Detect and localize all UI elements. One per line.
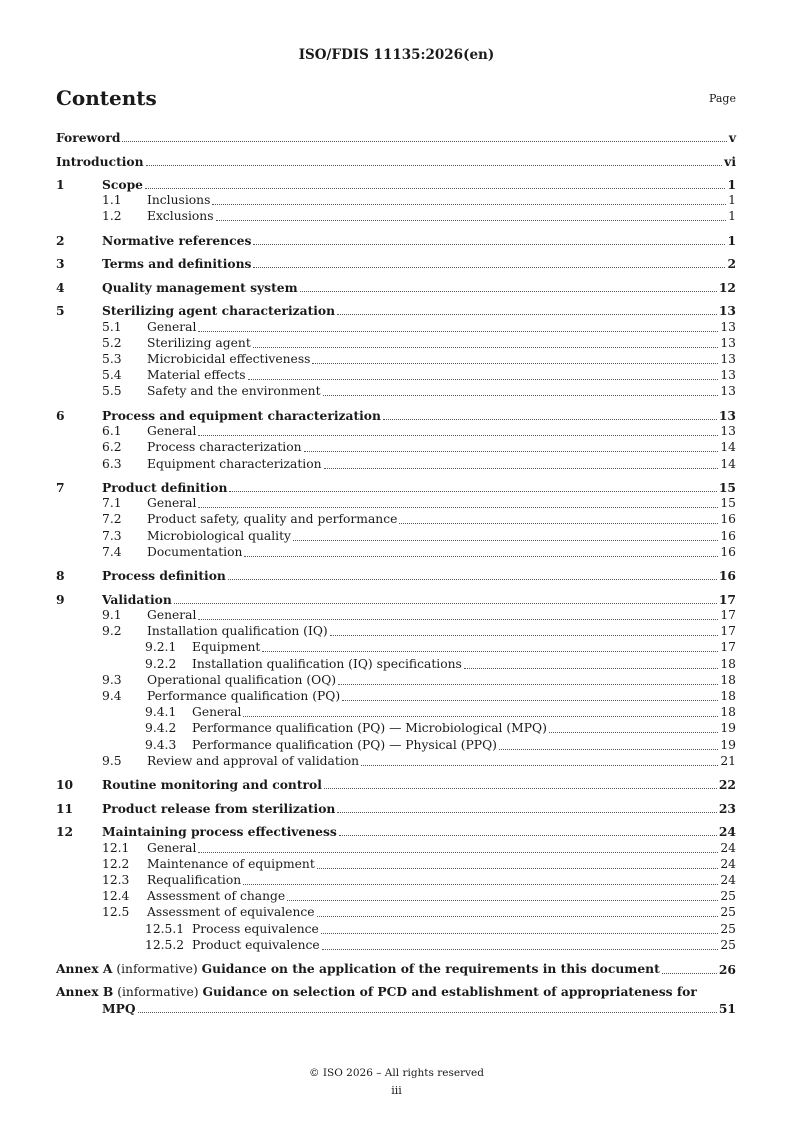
leader-dots — [216, 220, 727, 221]
toc-entry-number: 9.4.3 — [145, 737, 177, 752]
document-id: ISO/FDIS 11135:2026(en) — [298, 47, 495, 63]
toc-entry-title: Equipment characterization — [147, 456, 322, 471]
leader-dots — [243, 716, 718, 717]
toc-entry-9-2-2[interactable] — [145, 656, 736, 672]
toc-entry-9[interactable] — [56, 591, 736, 607]
toc-entry-title: Microbicidal effectiveness — [147, 352, 311, 366]
toc-entry-page: 19 — [720, 737, 736, 752]
toc-entry-9-3[interactable] — [102, 672, 736, 688]
toc-entry-title: Routine monitoring and control — [102, 777, 322, 793]
toc-entry-page: 24 — [718, 824, 736, 840]
toc-entry-title: Assessment of equivalence — [147, 905, 315, 920]
leader-dots — [304, 451, 719, 452]
toc-entry-page: v — [728, 130, 736, 145]
leader-dots — [228, 579, 717, 580]
toc-entry-annex-b-line1[interactable] — [56, 984, 697, 1000]
toc-entry-page: 24 — [720, 856, 736, 871]
toc-entry-number: 9.1 — [102, 608, 122, 622]
toc-entry-title: Maintenance of equipment — [147, 856, 315, 871]
toc-entry-title: General — [147, 319, 197, 334]
toc-entry-title: Foreword — [56, 130, 121, 145]
toc-entry-number: 5.2 — [102, 335, 122, 350]
leader-dots — [198, 331, 718, 332]
toc-entry-page: 25 — [720, 905, 736, 920]
toc-entry-number: 12.5.2 — [145, 937, 185, 952]
toc-entry-number: 3 — [56, 256, 65, 272]
leader-dots — [174, 603, 717, 604]
toc-entry-page: 14 — [720, 456, 736, 471]
toc-entry-number: 6.2 — [102, 440, 122, 455]
toc-entry-12-3[interactable] — [102, 872, 736, 888]
toc-entry-1[interactable] — [56, 177, 736, 192]
toc-entry-number: 9.2 — [102, 624, 122, 639]
toc-entry-foreword[interactable] — [56, 130, 736, 145]
toc-entry-number: 12.3 — [102, 872, 130, 887]
toc-entry-page: 18 — [720, 705, 736, 720]
toc-entry-6-2[interactable] — [102, 440, 736, 455]
toc-entry-title: Scope — [102, 177, 143, 192]
toc-entry-page: 12 — [718, 279, 736, 295]
toc-entry-7-4[interactable] — [102, 544, 736, 560]
toc-entry-8[interactable] — [56, 568, 736, 584]
toc-entry-title: Performance qualification (PQ) — Microbiological (MPQ) — [192, 721, 547, 736]
toc-entry-title: Installation qualification (IQ) — [147, 624, 328, 639]
toc-entry-12[interactable] — [56, 824, 736, 840]
toc-entry-title: Process equivalence — [192, 921, 319, 936]
leader-dots — [464, 668, 719, 669]
toc-entry-page: 22 — [718, 777, 736, 793]
toc-entry-12-5-1[interactable] — [145, 921, 736, 937]
annex-b-type: (informative) — [117, 985, 199, 999]
leader-dots — [300, 291, 717, 292]
leader-dots — [138, 1012, 717, 1013]
toc-entry-title: General — [192, 705, 242, 720]
toc-entry-title: Performance qualification (PQ) — Physical (PPQ) — [192, 737, 497, 752]
toc-entry-title: Normative references — [102, 232, 252, 248]
toc-entry-introduction[interactable] — [56, 154, 736, 169]
toc-entry-9-2-1[interactable] — [145, 640, 736, 655]
toc-entry-page: 15 — [720, 496, 736, 511]
toc-entry-title: Process and equipment characterization — [102, 407, 381, 423]
leader-dots — [243, 884, 718, 885]
leader-dots — [293, 540, 718, 541]
leader-dots — [324, 788, 717, 789]
toc-entry-number: 7.4 — [102, 544, 122, 559]
toc-entry-number: 7.1 — [102, 496, 122, 511]
toc-entry-page: 17 — [720, 624, 736, 639]
annex-a-type: (informative) — [116, 962, 198, 976]
toc-entry-3[interactable] — [56, 256, 736, 272]
toc-entry-number: 5.5 — [102, 384, 122, 399]
toc-entry-12-5-2[interactable] — [145, 937, 736, 953]
toc-entry-page: 19 — [720, 721, 736, 736]
toc-entry-number: 1.1 — [102, 193, 122, 208]
toc-entry-6-1[interactable] — [102, 424, 736, 439]
leader-dots — [198, 435, 718, 436]
leader-dots — [198, 507, 718, 508]
leader-dots — [317, 916, 719, 917]
toc-entry-title: Sterilizing agent — [147, 335, 251, 350]
toc-entry-page: 1 — [727, 232, 736, 248]
leader-dots — [323, 395, 719, 396]
toc-entry-2[interactable] — [56, 232, 736, 248]
toc-entry-number: 1 — [56, 177, 65, 192]
page-column-label: Page — [708, 92, 736, 105]
toc-entry-title: Documentation — [147, 544, 243, 559]
toc-entry-page: 17 — [720, 608, 736, 622]
toc-entry-12-4[interactable] — [102, 889, 736, 904]
toc-entry-title: Safety and the environment — [147, 384, 321, 399]
toc-entry-9-4-2[interactable] — [145, 721, 736, 736]
toc-entry-annex-b-line2[interactable] — [102, 1001, 736, 1016]
toc-entry-title: Process definition — [102, 568, 226, 584]
toc-entry-page: 1 — [727, 177, 736, 192]
toc-entry-7-2[interactable] — [102, 512, 736, 527]
toc-entry-title: Introduction — [56, 153, 144, 169]
toc-entry-number: 9.4 — [102, 689, 122, 703]
toc-entry-12-1[interactable] — [102, 840, 736, 856]
toc-entry-9-4[interactable] — [102, 689, 736, 704]
toc-entry-title: Microbiological quality — [147, 528, 291, 543]
toc-entry-page: 24 — [720, 840, 736, 855]
toc-entry-number: 5.1 — [102, 319, 122, 334]
toc-entry-title: Requalification — [147, 872, 242, 887]
annex-b-page: 51 — [718, 1001, 736, 1016]
toc-entry-page: 18 — [720, 656, 736, 671]
toc-entry-page: 18 — [720, 672, 736, 687]
contents-title: Contents — [56, 86, 157, 110]
leader-dots — [253, 244, 725, 245]
leader-dots — [312, 363, 718, 364]
toc-entry-title: Product release from sterilization — [102, 800, 336, 816]
leader-dots — [146, 165, 723, 166]
toc-entry-number: 9 — [56, 591, 65, 607]
toc-entry-11[interactable] — [56, 800, 736, 816]
annex-b-title-line1: Guidance on selection of PCD and establishment of appropriateness for — [202, 984, 697, 999]
toc-entry-number: 12.5 — [102, 905, 130, 920]
toc-entry-title: Process characterization — [147, 440, 302, 455]
toc-entry-page: 16 — [720, 512, 736, 527]
leader-dots — [198, 619, 718, 620]
toc-entry-page: 17 — [720, 640, 736, 655]
leader-dots — [399, 523, 718, 524]
toc-entry-page: 14 — [720, 440, 736, 455]
toc-entry-9-5[interactable] — [102, 753, 736, 769]
toc-entry-title: Material effects — [147, 368, 246, 383]
toc-entry-title: Quality management system — [102, 279, 298, 295]
toc-entry-number: 9.2.2 — [145, 656, 177, 671]
toc-entry-12-2[interactable] — [102, 856, 736, 872]
toc-entry-5-3[interactable] — [102, 352, 736, 367]
toc-entry-page: 13 — [720, 368, 736, 383]
leader-dots — [337, 812, 717, 813]
toc-entry-5-1[interactable] — [102, 319, 736, 335]
leader-dots — [338, 684, 718, 685]
footer-page-number: iii — [391, 1084, 402, 1097]
toc-entry-number: 9.3 — [102, 672, 122, 687]
toc-entry-1-1[interactable] — [102, 193, 736, 208]
toc-entry-title: General — [147, 840, 197, 855]
toc-entry-number: 6.1 — [102, 424, 122, 439]
toc-entry-6[interactable] — [56, 407, 736, 423]
leader-dots — [322, 949, 719, 950]
toc-entry-page: 13 — [720, 352, 736, 366]
toc-entry-page: 2 — [727, 256, 736, 272]
toc-entry-number: 7.2 — [102, 512, 122, 527]
leader-dots — [383, 419, 717, 420]
toc-entry-9-2[interactable] — [102, 624, 736, 639]
leader-dots — [287, 900, 718, 901]
toc-entry-9-4-3[interactable] — [145, 737, 736, 753]
toc-entry-page: 13 — [720, 335, 736, 350]
toc-entry-9-1[interactable] — [102, 608, 736, 623]
toc-entry-title: Validation — [102, 591, 172, 607]
leader-dots — [262, 651, 718, 652]
toc-entry-page: 13 — [720, 424, 736, 439]
toc-entry-page: 17 — [718, 591, 736, 607]
toc-entry-number: 12.5.1 — [145, 921, 185, 936]
toc-entry-number: 7 — [56, 480, 65, 495]
toc-entry-page: 16 — [718, 568, 736, 584]
toc-entry-4[interactable] — [56, 279, 736, 295]
toc-entry-number: 5.3 — [102, 352, 122, 366]
toc-entry-page: 13 — [718, 303, 736, 319]
toc-entry-title: Review and approval of validation — [147, 753, 360, 768]
leader-dots — [317, 868, 719, 869]
toc-entry-number: 12.1 — [102, 840, 130, 855]
toc-entry-page: 1 — [728, 209, 736, 224]
toc-entry-page: 25 — [720, 921, 736, 936]
toc-entry-number: 11 — [56, 800, 74, 816]
toc-entry-5-2[interactable] — [102, 335, 736, 351]
toc-entry-7-1[interactable] — [102, 496, 736, 511]
annex-a-page: 26 — [718, 962, 736, 977]
annex-a-label: Annex A — [56, 961, 113, 976]
toc-entry-number: 5 — [56, 303, 65, 319]
toc-entry-title: Installation qualification (IQ) specifications — [192, 656, 462, 671]
annex-b-label: Annex B — [56, 984, 114, 999]
toc-entry-number: 9.5 — [102, 753, 122, 768]
leader-dots — [212, 204, 726, 205]
toc-entry-page: 21 — [720, 753, 736, 768]
toc-entry-number: 4 — [56, 279, 65, 295]
leader-dots — [145, 188, 725, 189]
toc-entry-page: 16 — [720, 528, 736, 543]
toc-entry-title: Product safety, quality and performance — [147, 512, 398, 527]
toc-entry-title: Product definition — [102, 480, 228, 495]
toc-entry-page: 24 — [720, 872, 736, 887]
leader-dots — [330, 635, 719, 636]
toc-entry-6-3[interactable] — [102, 456, 736, 472]
toc-entry-number: 10 — [56, 777, 74, 793]
leader-dots — [248, 379, 719, 380]
leader-dots — [361, 765, 718, 766]
toc-entry-10[interactable] — [56, 777, 736, 793]
toc-entry-number: 12.2 — [102, 856, 130, 871]
toc-entry-title: Equipment — [192, 640, 261, 655]
toc-entry-page: 13 — [720, 319, 736, 334]
toc-entry-page: 1 — [728, 193, 736, 208]
toc-entry-page: 13 — [718, 407, 736, 423]
toc-entry-page: 25 — [720, 937, 736, 952]
toc-entry-page: 18 — [720, 689, 736, 703]
toc-entry-number: 5.4 — [102, 368, 122, 383]
leader-dots — [244, 556, 718, 557]
toc-entry-5-4[interactable] — [102, 368, 736, 383]
toc-entry-title: Exclusions — [147, 209, 214, 224]
toc-entry-title: General — [147, 608, 197, 622]
toc-entry-number: 8 — [56, 568, 65, 584]
toc-entry-number: 6.3 — [102, 456, 122, 471]
leader-dots — [662, 973, 717, 974]
toc-entry-title: Maintaining process effectiveness — [102, 824, 337, 840]
leader-dots — [342, 700, 718, 701]
leader-dots — [321, 933, 719, 934]
toc-entry-5-5[interactable] — [102, 384, 736, 399]
toc-entry-title: Product equivalence — [192, 937, 320, 952]
toc-entry-number: 7.3 — [102, 528, 122, 543]
toc-entry-page: 25 — [720, 889, 736, 904]
leader-dots — [339, 835, 717, 836]
toc-entry-title: Assessment of change — [147, 889, 286, 904]
annex-a-title: Guidance on the application of the requirements in this document — [201, 961, 660, 976]
toc-entry-title: Terms and definitions — [102, 256, 252, 272]
toc-entry-title: Inclusions — [147, 193, 211, 208]
toc-entry-number: 2 — [56, 232, 65, 248]
leader-dots — [198, 852, 718, 853]
toc-entry-annex-a[interactable] — [56, 962, 736, 977]
toc-entry-7[interactable] — [56, 480, 736, 495]
toc-entry-number: 12.4 — [102, 889, 130, 904]
toc-entry-number: 9.4.2 — [145, 721, 177, 736]
toc-entry-number: 9.2.1 — [145, 640, 177, 655]
leader-dots — [549, 732, 718, 733]
leader-dots — [324, 468, 719, 469]
toc-entry-title: Sterilizing agent characterization — [102, 303, 336, 319]
leader-dots — [229, 491, 716, 492]
footer-copyright: © ISO 2026 – All rights reserved — [309, 1067, 484, 1079]
toc-entry-5[interactable] — [56, 303, 736, 319]
toc-entry-number: 12 — [56, 824, 74, 840]
toc-entry-title: General — [147, 496, 197, 511]
annex-b-title-line2: MPQ — [102, 1001, 136, 1016]
toc-entry-page: 23 — [718, 800, 736, 816]
toc-entry-page: vi — [724, 153, 736, 169]
toc-entry-9-4-1[interactable] — [145, 705, 736, 720]
leader-dots — [253, 267, 725, 268]
toc-entry-12-5[interactable] — [102, 905, 736, 920]
leader-dots — [337, 314, 717, 315]
toc-entry-page: 13 — [720, 384, 736, 399]
toc-entry-title: Operational qualification (OQ) — [147, 672, 337, 687]
toc-entry-page: 16 — [720, 544, 736, 559]
leader-dots — [253, 347, 719, 348]
toc-entry-title: General — [147, 424, 197, 439]
toc-entry-page: 15 — [718, 480, 736, 495]
leader-dots — [122, 141, 726, 142]
toc-entry-number: 9.4.1 — [145, 705, 177, 720]
toc-entry-number: 6 — [56, 407, 65, 423]
toc-entry-7-3[interactable] — [102, 528, 736, 544]
toc-entry-title: Performance qualification (PQ) — [147, 689, 341, 703]
toc-entry-1-2[interactable] — [102, 209, 736, 224]
leader-dots — [499, 749, 718, 750]
toc-entry-number: 1.2 — [102, 209, 122, 224]
